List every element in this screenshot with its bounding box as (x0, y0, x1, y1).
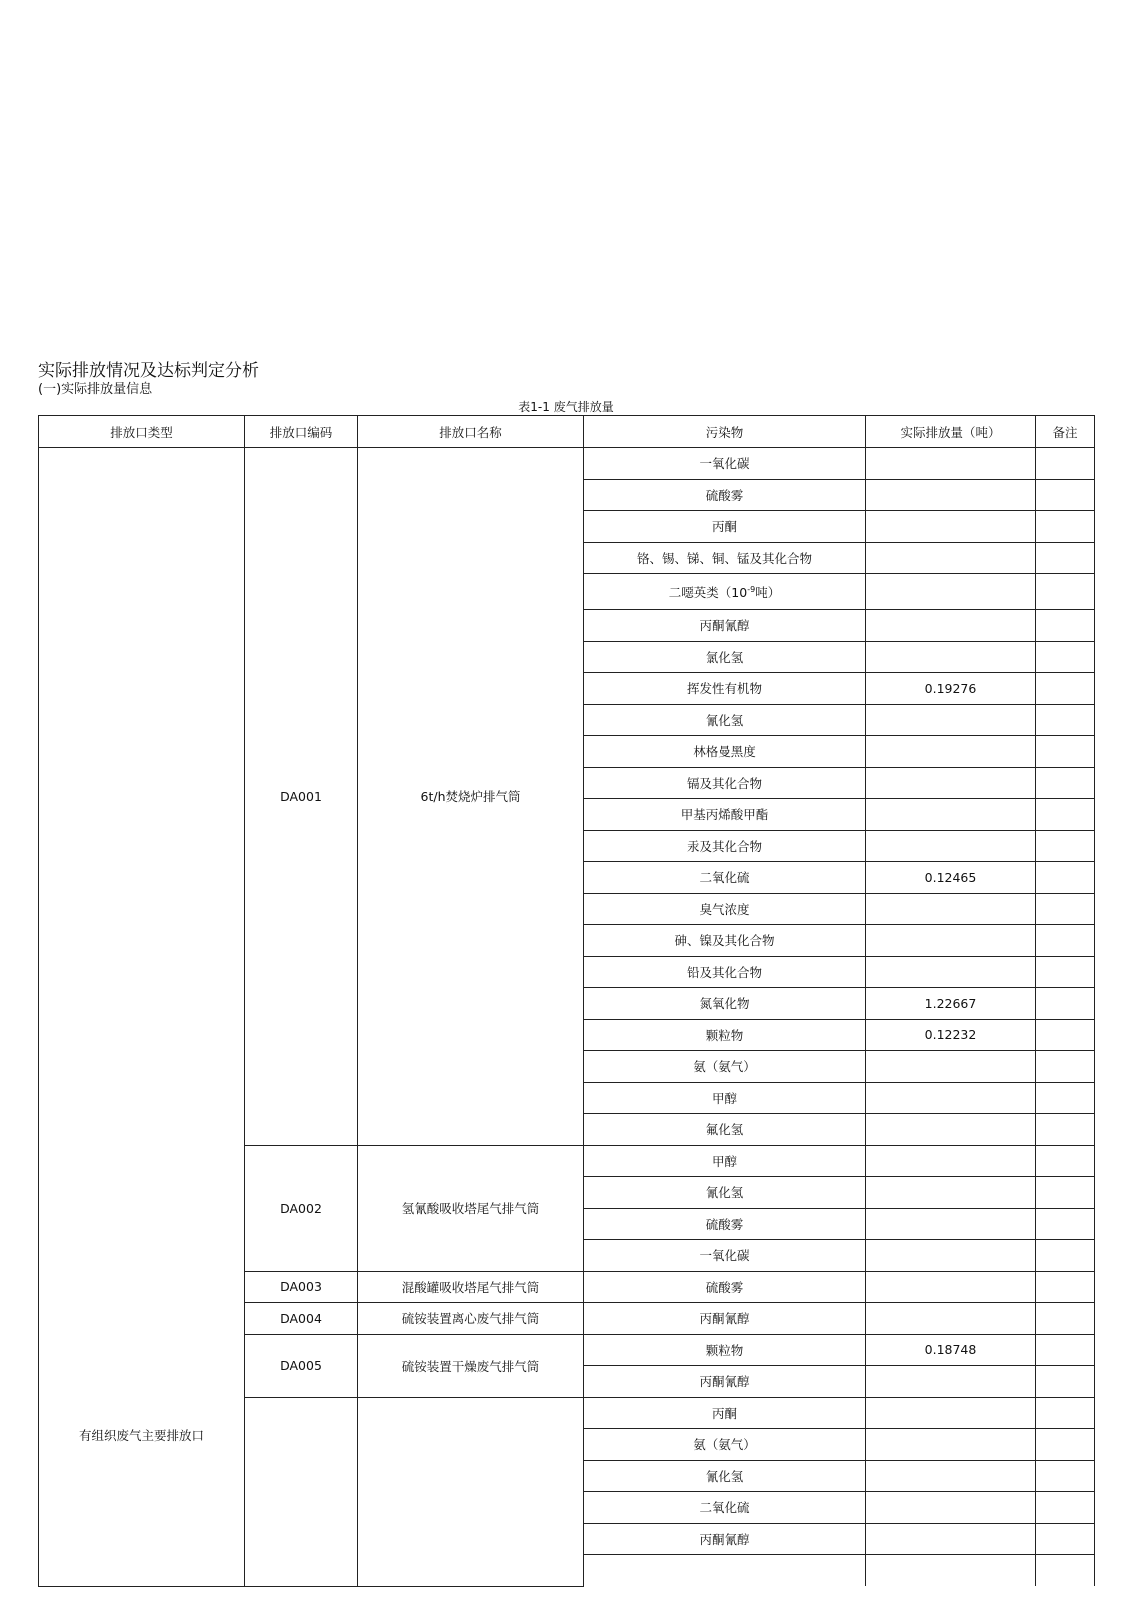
note-cell (1036, 1208, 1095, 1240)
amount-cell: 0.12232 (866, 1019, 1036, 1051)
header-outlet-code: 排放口编码 (245, 416, 358, 448)
amount-cell (866, 1492, 1036, 1524)
pollutant-cell: 丙酮氰醇 (584, 1366, 866, 1398)
pollutant-cell: 镉及其化合物 (584, 767, 866, 799)
header-outlet-name: 排放口名称 (358, 416, 584, 448)
pollutant-cell: 颗粒物 (584, 1334, 866, 1366)
note-cell (1036, 1019, 1095, 1051)
amount-cell (866, 893, 1036, 925)
pollutant-cell: 铬、锡、锑、铜、锰及其化合物 (584, 542, 866, 574)
note-cell (1036, 736, 1095, 768)
note-cell (1036, 1429, 1095, 1461)
outlet-name-cell (358, 1397, 584, 1586)
amount-cell: 0.12465 (866, 862, 1036, 894)
amount-cell (866, 1555, 1036, 1587)
pollutant-cell: 丙酮 (584, 1397, 866, 1429)
amount-cell (866, 925, 1036, 957)
table-header-row (39, 416, 1095, 448)
outlet-code-cell: DA002 (245, 1145, 358, 1271)
note-cell (1036, 1492, 1095, 1524)
pollutant-cell: 氰化氢 (584, 1177, 866, 1209)
amount-cell (866, 830, 1036, 862)
pollutant-cell: 铅及其化合物 (584, 956, 866, 988)
outlet-code-cell: DA001 (245, 448, 358, 1146)
note-cell (1036, 1555, 1095, 1587)
outlet-name-cell: 硫铵装置离心废气排气筒 (358, 1303, 584, 1335)
amount-cell (866, 1051, 1036, 1083)
pollutant-cell: 氰化氢 (584, 1460, 866, 1492)
pollutant-text: 二噁英类（10 (668, 584, 748, 600)
pollutant-cell: 硫酸雾 (584, 479, 866, 511)
pollutant-superscript: -9 (747, 584, 756, 594)
section-title: (一)实际排放量信息 (38, 382, 153, 397)
note-cell (1036, 1523, 1095, 1555)
amount-cell: 0.19276 (866, 673, 1036, 705)
note-cell (1036, 1460, 1095, 1492)
pollutant-cell: 丙酮氰醇 (584, 1523, 866, 1555)
note-cell (1036, 574, 1095, 610)
note-cell (1036, 988, 1095, 1020)
table-row (39, 448, 1095, 480)
note-cell (1036, 956, 1095, 988)
amount-cell (866, 1082, 1036, 1114)
note-cell (1036, 1051, 1095, 1083)
outlet-name-cell: 硫铵装置干燥废气排气筒 (358, 1334, 584, 1397)
amount-cell (866, 704, 1036, 736)
amount-cell (866, 574, 1036, 610)
pollutant-cell: 颗粒物 (584, 1019, 866, 1051)
pollutant-text-tail: 吨） (755, 584, 781, 600)
note-cell (1036, 542, 1095, 574)
note-cell (1036, 448, 1095, 480)
amount-cell (866, 1397, 1036, 1429)
pollutant-cell: 丙酮氰醇 (584, 1303, 866, 1335)
pollutant-cell (584, 1555, 866, 1587)
pollutant-cell: 汞及其化合物 (584, 830, 866, 862)
note-cell (1036, 511, 1095, 543)
amount-cell (866, 736, 1036, 768)
pollutant-cell: 丙酮 (584, 511, 866, 543)
header-remark: 备注 (1036, 416, 1095, 448)
note-cell (1036, 1240, 1095, 1272)
amount-cell (866, 542, 1036, 574)
amount-cell (866, 479, 1036, 511)
pollutant-cell: 硫酸雾 (584, 1208, 866, 1240)
pollutant-cell: 甲醇 (584, 1145, 866, 1177)
amount-cell (866, 1208, 1036, 1240)
pollutant-cell: 氟化氢 (584, 1114, 866, 1146)
note-cell (1036, 641, 1095, 673)
note-cell (1036, 479, 1095, 511)
note-cell (1036, 862, 1095, 894)
amount-cell (866, 1145, 1036, 1177)
pollutant-cell: 氰化氢 (584, 704, 866, 736)
pollutant-cell: 氮氧化物 (584, 988, 866, 1020)
note-cell (1036, 799, 1095, 831)
amount-cell: 1.22667 (866, 988, 1036, 1020)
pollutant-cell: 氯化氢 (584, 641, 866, 673)
amount-cell: 0.18748 (866, 1334, 1036, 1366)
pollutant-cell: 二氧化硫 (584, 862, 866, 894)
amount-cell (866, 1366, 1036, 1398)
note-cell (1036, 893, 1095, 925)
note-cell (1036, 1334, 1095, 1366)
amount-cell (866, 956, 1036, 988)
outlet-type-cell: 有组织废气主要排放口 (39, 448, 245, 1587)
note-cell (1036, 767, 1095, 799)
header-outlet-type: 排放口类型 (39, 416, 245, 448)
header-actual-amount: 实际排放量（吨） (866, 416, 1036, 448)
pollutant-cell: 臭气浓度 (584, 893, 866, 925)
note-cell (1036, 673, 1095, 705)
note-cell (1036, 1145, 1095, 1177)
table-caption: 表1-1 废气排放量 (518, 400, 614, 414)
pollutant-cell: 一氧化碳 (584, 448, 866, 480)
note-cell (1036, 1303, 1095, 1335)
amount-cell (866, 448, 1036, 480)
outlet-name-cell: 混酸罐吸收塔尾气排气筒 (358, 1271, 584, 1303)
note-cell (1036, 1177, 1095, 1209)
note-cell (1036, 1114, 1095, 1146)
pollutant-cell: 砷、镍及其化合物 (584, 925, 866, 957)
amount-cell (866, 1303, 1036, 1335)
amount-cell (866, 1177, 1036, 1209)
amount-cell (866, 799, 1036, 831)
amount-cell (866, 1523, 1036, 1555)
note-cell (1036, 610, 1095, 642)
outlet-code-cell: DA003 (245, 1271, 358, 1303)
amount-cell (866, 1240, 1036, 1272)
outlet-code-cell (245, 1397, 358, 1586)
pollutant-cell: 氨（氨气） (584, 1051, 866, 1083)
pollutant-cell: 林格曼黑度 (584, 736, 866, 768)
note-cell (1036, 1271, 1095, 1303)
amount-cell (866, 1114, 1036, 1146)
amount-cell (866, 641, 1036, 673)
note-cell (1036, 1082, 1095, 1114)
outlet-name-cell: 6t/h焚烧炉排气筒 (358, 448, 584, 1146)
note-cell (1036, 925, 1095, 957)
emission-table (38, 415, 1095, 1587)
pollutant-cell: 一氧化碳 (584, 1240, 866, 1272)
amount-cell (866, 1429, 1036, 1461)
note-cell (1036, 1397, 1095, 1429)
amount-cell (866, 610, 1036, 642)
pollutant-cell: 甲基丙烯酸甲酯 (584, 799, 866, 831)
pollutant-cell: 挥发性有机物 (584, 673, 866, 705)
note-cell (1036, 1366, 1095, 1398)
outlet-name-cell: 氢氰酸吸收塔尾气排气筒 (358, 1145, 584, 1271)
pollutant-cell: 甲醇 (584, 1082, 866, 1114)
outlet-code-cell: DA005 (245, 1334, 358, 1397)
outlet-code-cell: DA004 (245, 1303, 358, 1335)
amount-cell (866, 511, 1036, 543)
pollutant-cell: 氨（氨气） (584, 1429, 866, 1461)
amount-cell (866, 1460, 1036, 1492)
header-pollutant: 污染物 (584, 416, 866, 448)
pollutant-cell (584, 574, 866, 610)
amount-cell (866, 767, 1036, 799)
amount-cell (866, 1271, 1036, 1303)
pollutant-cell: 二氧化硫 (584, 1492, 866, 1524)
pollutant-cell: 丙酮氰醇 (584, 610, 866, 642)
note-cell (1036, 830, 1095, 862)
note-cell (1036, 704, 1095, 736)
pollutant-cell: 硫酸雾 (584, 1271, 866, 1303)
page-title: 实际排放情况及达标判定分析 (38, 361, 259, 381)
